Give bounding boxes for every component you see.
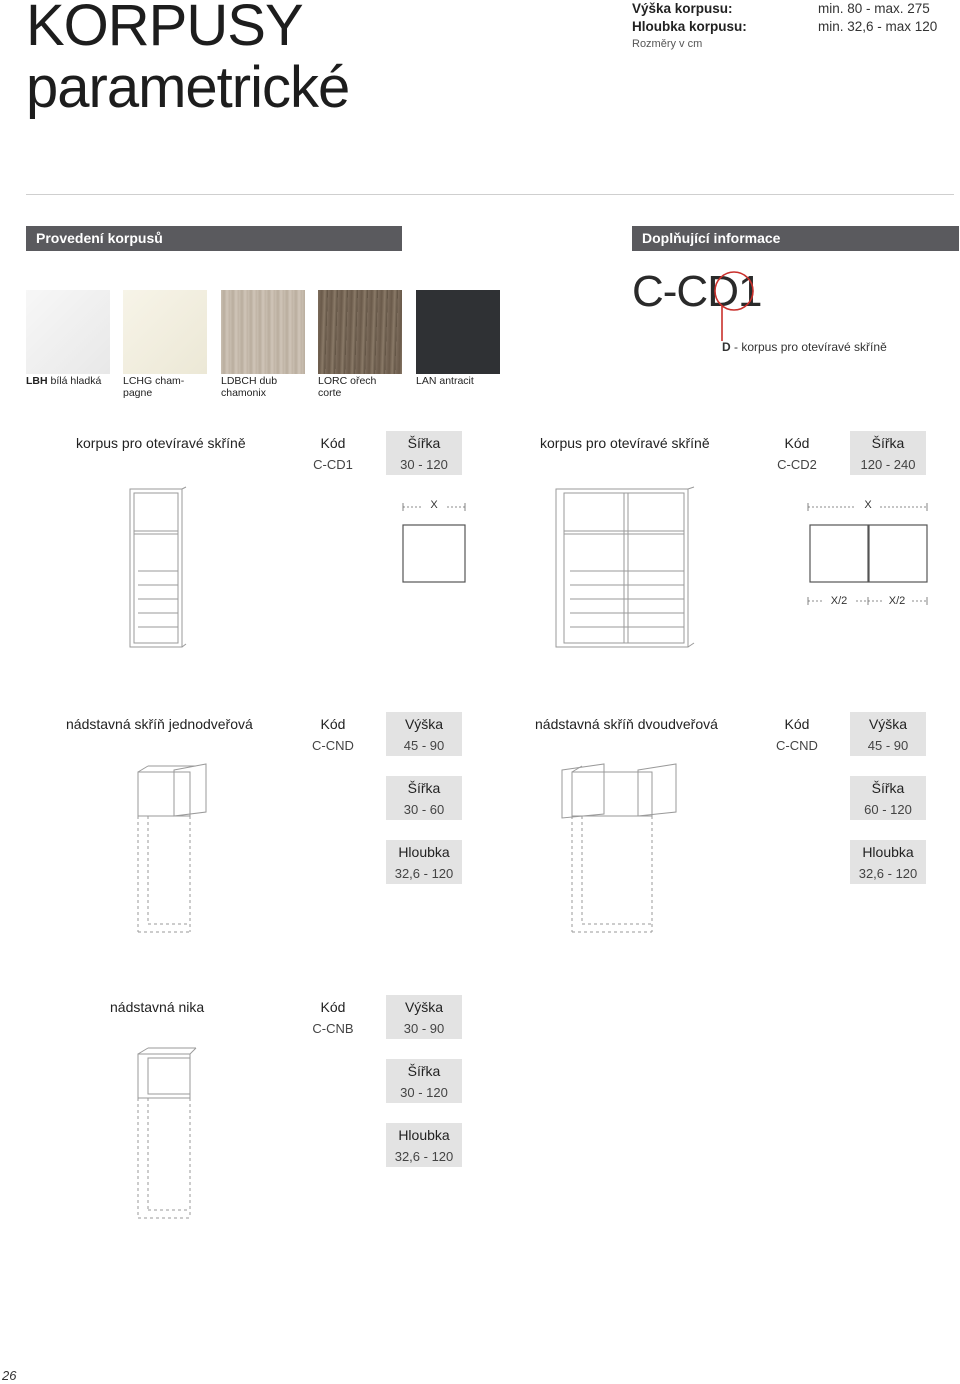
cnd2-height-value: 45 - 90 [867, 738, 909, 753]
page-subtitle: parametrické [26, 55, 350, 120]
swatch-label-white: LBH bílá hladká [26, 375, 102, 387]
code-highlight-icon [0, 0, 960, 360]
depth-label: Hloubka korpusu: [632, 19, 747, 34]
cnd2-depth-label: Hloubka [862, 844, 914, 860]
cnd1-depth-value: 32,6 - 120 [394, 866, 454, 881]
cd2-code-value: C-CD2 [777, 457, 817, 472]
cd1-width-value: 30 - 120 [400, 457, 448, 472]
section-title-cd1: korpus pro otevíravé skříně [76, 435, 246, 451]
cnb-depth-label: Hloubka [398, 1127, 450, 1143]
cd2-dim-half-right: X/2 [882, 595, 912, 607]
swatch-label-oak: LDBCH dub chamonix [221, 375, 278, 399]
cnb-height-value: 30 - 90 [403, 1021, 445, 1036]
page-title: KORPUSY [26, 0, 303, 58]
cnd1-height-label: Výška [404, 716, 444, 732]
section-title-cnd2: nádstavná skříň dvoudveřová [535, 716, 718, 732]
cnb-width-label: Šířka [407, 1063, 441, 1079]
cnd2-code-value: C-CND [776, 738, 818, 753]
cabinet-cd2-drawing [554, 487, 699, 652]
cnd1-code-value: C-CND [312, 738, 354, 753]
section-title-cd2: korpus pro otevíravé skříně [540, 435, 710, 451]
cabinet-cnb-drawing [134, 1046, 204, 1226]
code-legend: D - korpus pro otevíravé skříně [722, 340, 887, 354]
cnd1-width-label: Šířka [407, 780, 441, 796]
cnb-height-label: Výška [404, 999, 444, 1015]
swatch-label-anthracite: LAN antracit [416, 375, 474, 387]
cd2-width-label: Šířka [871, 435, 905, 451]
cd1-code-value: C-CD1 [313, 457, 353, 472]
cd2-code-label: Kód [784, 435, 810, 451]
section-title-cnd1: nádstavná skříň jednodveřová [66, 716, 253, 732]
cd2-dim-half-left: X/2 [824, 595, 854, 607]
cd2-width-value: 120 - 240 [860, 457, 916, 472]
swatch-label-walnut: LORC ořech corte [318, 375, 377, 399]
cnd1-height-value: 45 - 90 [403, 738, 445, 753]
code-example: C-CD1 [632, 267, 762, 316]
cnd2-height-label: Výška [868, 716, 908, 732]
height-value: min. 80 - max. 275 [818, 1, 930, 16]
cd1-width-label: Šířka [407, 435, 441, 451]
height-label: Výška korpusu: [632, 1, 733, 16]
cd1-dim-x: X [422, 499, 446, 511]
cd2-dim-x: X [856, 499, 880, 511]
cnb-width-value: 30 - 120 [400, 1085, 448, 1100]
cnd1-code-label: Kód [320, 716, 346, 732]
cnd2-width-label: Šířka [871, 780, 905, 796]
depth-value: min. 32,6 - max 120 [818, 19, 938, 34]
cnd2-code-label: Kód [784, 716, 810, 732]
page-number: 26 [2, 1368, 17, 1383]
cnd1-depth-label: Hloubka [398, 844, 450, 860]
cabinet-cnd2-drawing [560, 762, 690, 942]
cnb-code-label: Kód [320, 999, 346, 1015]
info-bar: Doplňující informace [632, 226, 959, 251]
cnd2-width-value: 60 - 120 [864, 802, 912, 817]
cd1-code-label: Kód [320, 435, 346, 451]
cabinet-cd1-drawing [128, 487, 188, 652]
section-title-cnb: nádstavná nika [110, 999, 205, 1015]
cnd1-width-value: 30 - 60 [403, 802, 445, 817]
finishes-bar: Provedení korpusů [26, 226, 402, 251]
cnb-depth-value: 32,6 - 120 [394, 1149, 454, 1164]
units-note: Rozměry v cm [632, 38, 703, 50]
cnb-code-value: C-CNB [312, 1021, 354, 1036]
cnd2-depth-value: 32,6 - 120 [858, 866, 918, 881]
swatch-label-champagne: LCHG cham- pagne [123, 375, 185, 399]
cabinet-cnd1-drawing [134, 764, 214, 944]
